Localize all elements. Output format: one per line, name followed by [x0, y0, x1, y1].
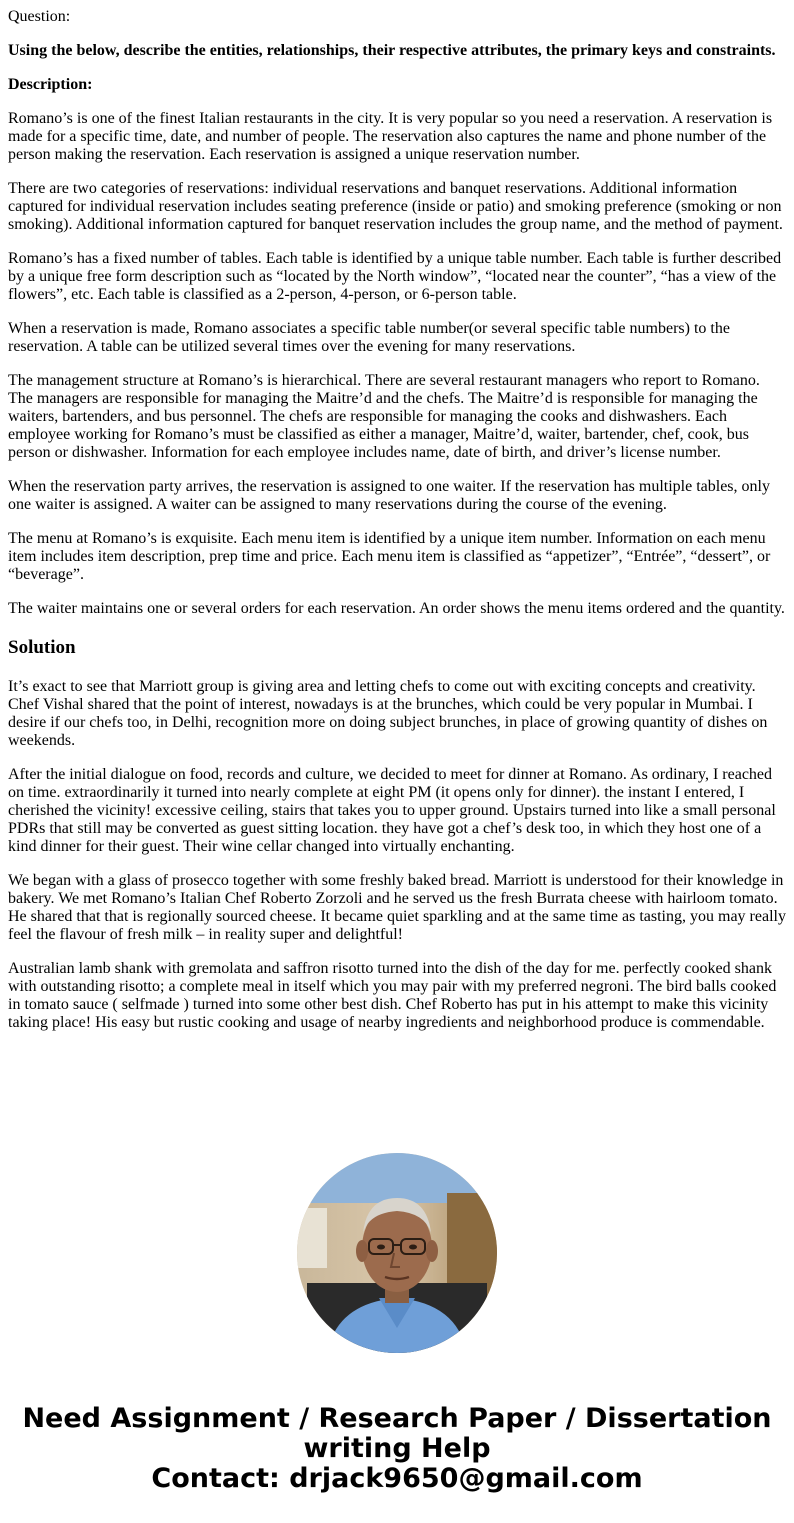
- promo-line: writing Help: [303, 1433, 491, 1464]
- description-paragraph: Romano’s is one of the finest Italian restaurants in the city. It is very popular so you need a reservation. A reservation is made for a specific time, date, and number of people. The reservation also captures the name and phone number of the person making the reservation. Each reservation is assigned a unique reservation number.: [8, 110, 773, 163]
- description-paragraph: When a reservation is made, Romano associates a specific table number(or several specific table numbers) to the reservation. A table can be utilized several times over the evening for many reservations.: [8, 320, 730, 355]
- document-body: [8, 8, 788, 1048]
- promo-contact: Contact: drjack9650@gmail.com: [151, 1463, 643, 1494]
- solution-paragraph: After the initial dialogue on food, records and culture, we decided to meet for dinner at Romano. As ordinary, I reached on time. extraordinarily it turned into nearly complete at eight PM (it opens only for dinner). the instant I entered, I cherished the vicinity! excessive ceiling, stairs that takes you to upper ground. Upstairs turned into like a small personal PDRs that still may be converted as guest sitting location. they have got a chef’s desk too, in which they host one of a kind dinner for their guest. Their wine cellar changed into virtually enchanting.: [8, 766, 776, 855]
- promo-line: Need Assignment / Research Paper / Dissertation: [22, 1403, 772, 1434]
- description-paragraph: The waiter maintains one or several orders for each reservation. An order shows the menu items ordered and the quantity.: [8, 600, 785, 617]
- question-prompt: Using the below, describe the entities, relationships, their respective attributes, the primary keys and constraints.: [8, 42, 776, 59]
- solution-paragraph: We began with a glass of prosecco together with some freshly baked bread. Marriott is understood for their knowledge in bakery. We met Romano’s Italian Chef Roberto Zorzoli and he served us the fresh Burrata cheese with hairloom tomato. He shared that that is regionally sourced cheese. It became quiet sparkling and at the same time as tasting, you may really feel the flavour of fresh milk – in reality super and delightful!: [8, 872, 786, 943]
- avatar: [297, 1153, 497, 1353]
- description-paragraph: When the reservation party arrives, the reservation is assigned to one waiter. If the reservation has multiple tables, only one waiter is assigned. A waiter can be assigned to many reservations during the course of the evening.: [8, 478, 770, 513]
- description-paragraph: Romano’s has a fixed number of tables. Each table is identified by a unique table number. Each table is further described by a unique free form description such as “located by the North window”, “located near the counter”, “has a view of the flowers”, etc. Each table is classified as a 2-person, 4-person, or 6-person table.: [8, 250, 782, 303]
- description-paragraph: There are two categories of reservations: individual reservations and banquet reservations. Additional information captured for individual reservation includes seating preference (inside or patio) and smoking preference (smoking or non smoking). Additional information captured for banquet reservation includes the group name, and the method of payment.: [8, 180, 783, 233]
- solution-heading: Solution: [8, 637, 76, 658]
- promo-banner: [0, 1404, 794, 1494]
- description-paragraph: The management structure at Romano’s is hierarchical. There are several restaurant managers who report to Romano. The managers are responsible for managing the Maitre’d and the chefs. The Maitre’d is responsible for managing the waiters, bartenders, and bus personnel. The chefs are responsible for managing the cooks and dishwashers. Each employee working for Romano’s must be classified as either a manager, Maitre’d, waiter, bartender, chef, cook, bus person or dishwasher. Information for each employee includes name, date of birth, and driver’s license number.: [8, 372, 760, 461]
- solution-paragraph: Australian lamb shank with gremolata and saffron risotto turned into the dish of the day for me. perfectly cooked shank with outstanding risotto; a complete meal in itself which you may pair with my preferred negroni. The bird balls cooked in tomato sauce ( selfmade ) turned into some other best dish. Chef Roberto has put in his attempt to make this vicinity taking place! His easy but rustic cooking and usage of nearby ingredients and neighborhood produce is commendable.: [8, 960, 777, 1031]
- question-label: Question:: [8, 8, 71, 25]
- description-label: Description:: [8, 76, 93, 93]
- solution-paragraph: It’s exact to see that Marriott group is giving area and letting chefs to come out with exciting concepts and creativity. Chef Vishal shared that the point of interest, nowadays is at the brunches, which could be very popular in Mumbai. I desire if our chefs too, in Delhi, recognition more on doing subject brunches, in place of growing quantity of dishes on weekends.: [8, 678, 768, 749]
- description-paragraph: The menu at Romano’s is exquisite. Each menu item is identified by a unique item number. Information on each menu item includes item description, prep time and price. Each menu item is classified as “appetizer”, “Entrée”, “dessert”, or “beverage”.: [8, 530, 771, 583]
- avatar-portrait: [297, 1153, 497, 1353]
